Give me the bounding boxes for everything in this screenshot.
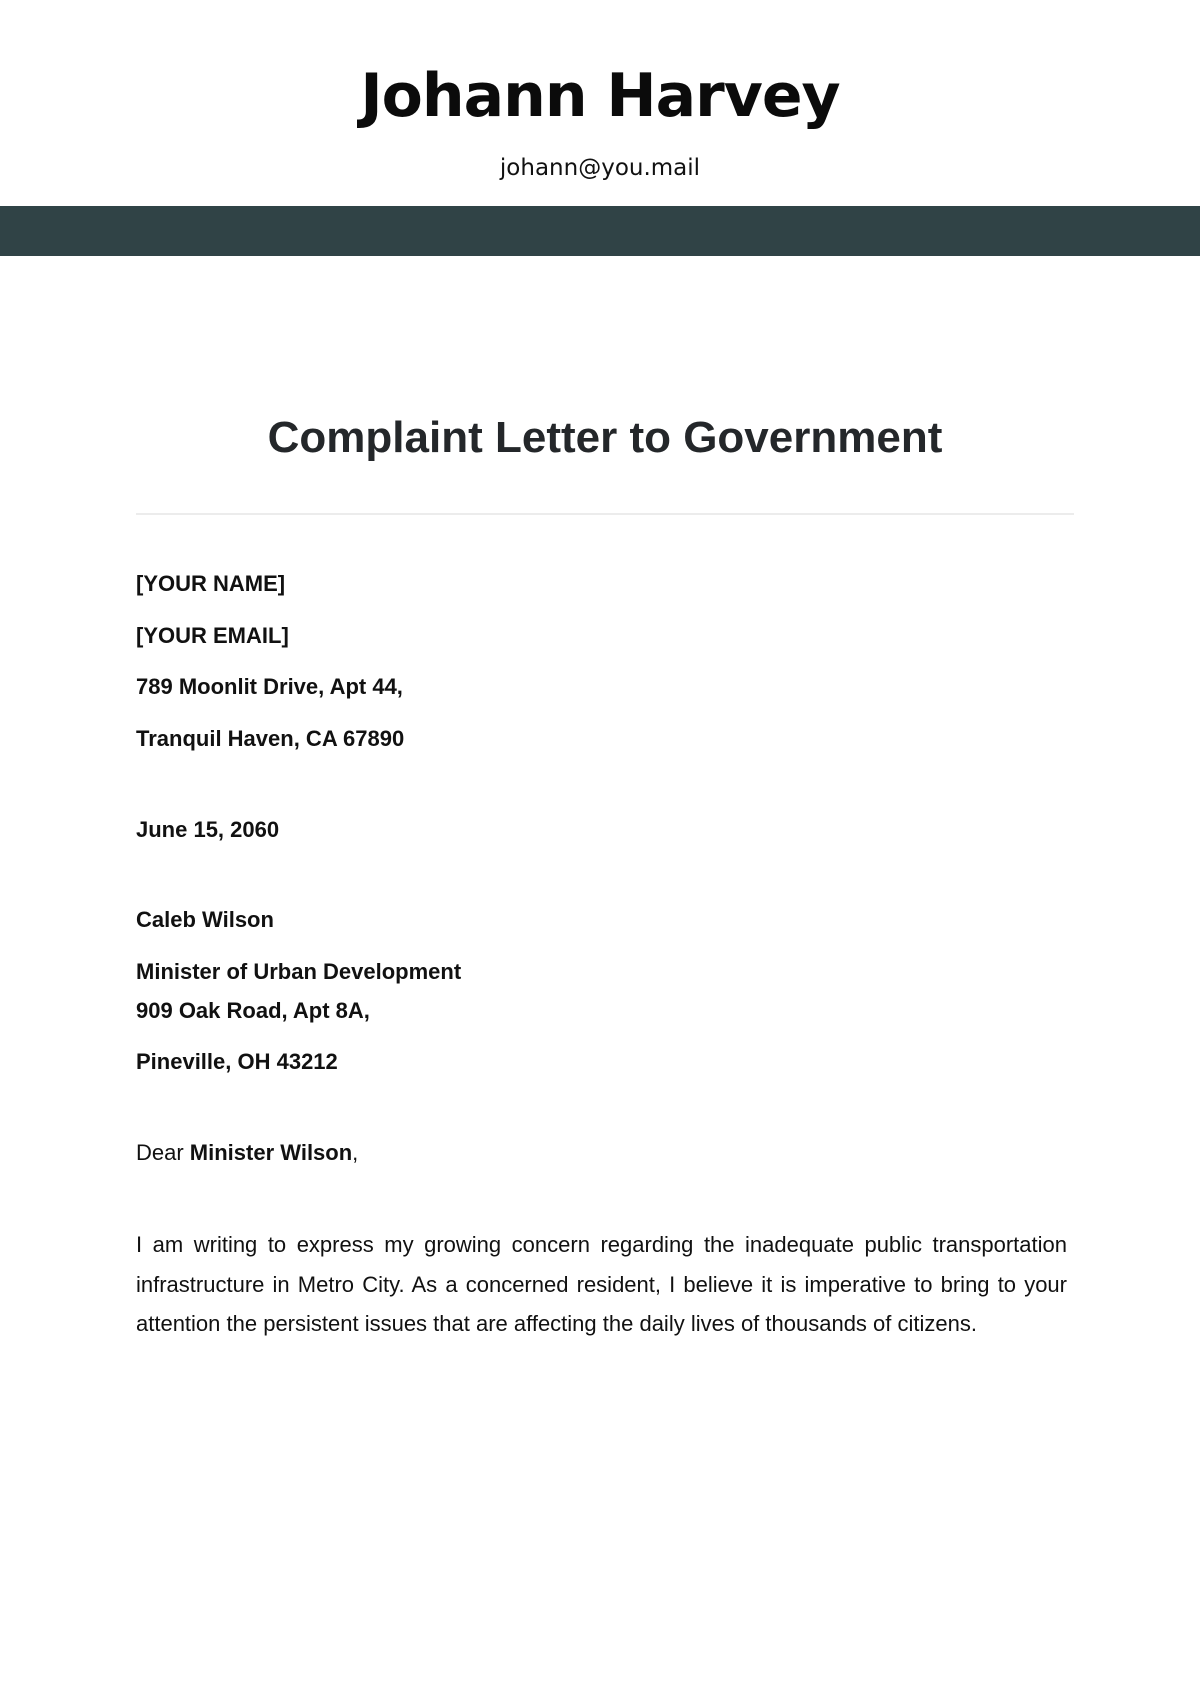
salutation-suffix: , — [352, 1140, 359, 1165]
sender-address-line1: 789 Moonlit Drive, Apt 44, — [136, 674, 403, 699]
body-paragraph: I am writing to express my growing concern regarding the inadequate public transportation infrastructure in Metro City. As a concerned resident, I believe it is imperative to bring to your attention the persistent issues that are affecting the daily lives of thousands of citizens. — [136, 1232, 1067, 1336]
author-name: Johann Harvey — [360, 61, 840, 131]
sender-address-line2: Tranquil Haven, CA 67890 — [136, 726, 405, 751]
letter-date: June 15, 2060 — [136, 817, 280, 842]
document-title: Complaint Letter to Government — [267, 413, 943, 462]
author-email: johann@you.mail — [499, 155, 701, 181]
sender-name: [YOUR NAME] — [136, 571, 286, 596]
recipient-address-line1: 909 Oak Road, Apt 8A, — [136, 998, 370, 1023]
salutation — [136, 1138, 358, 1168]
sender-email: [YOUR EMAIL] — [136, 623, 289, 648]
title-divider — [136, 513, 1074, 515]
recipient-title: Minister of Urban Development — [136, 959, 462, 984]
recipient-address-line2: Pineville, OH 43212 — [136, 1049, 338, 1074]
recipient-name: Caleb Wilson — [136, 907, 274, 932]
salutation-prefix: Dear — [136, 1140, 190, 1165]
header-band — [0, 206, 1200, 256]
salutation-name: Minister Wilson — [189, 1140, 353, 1165]
